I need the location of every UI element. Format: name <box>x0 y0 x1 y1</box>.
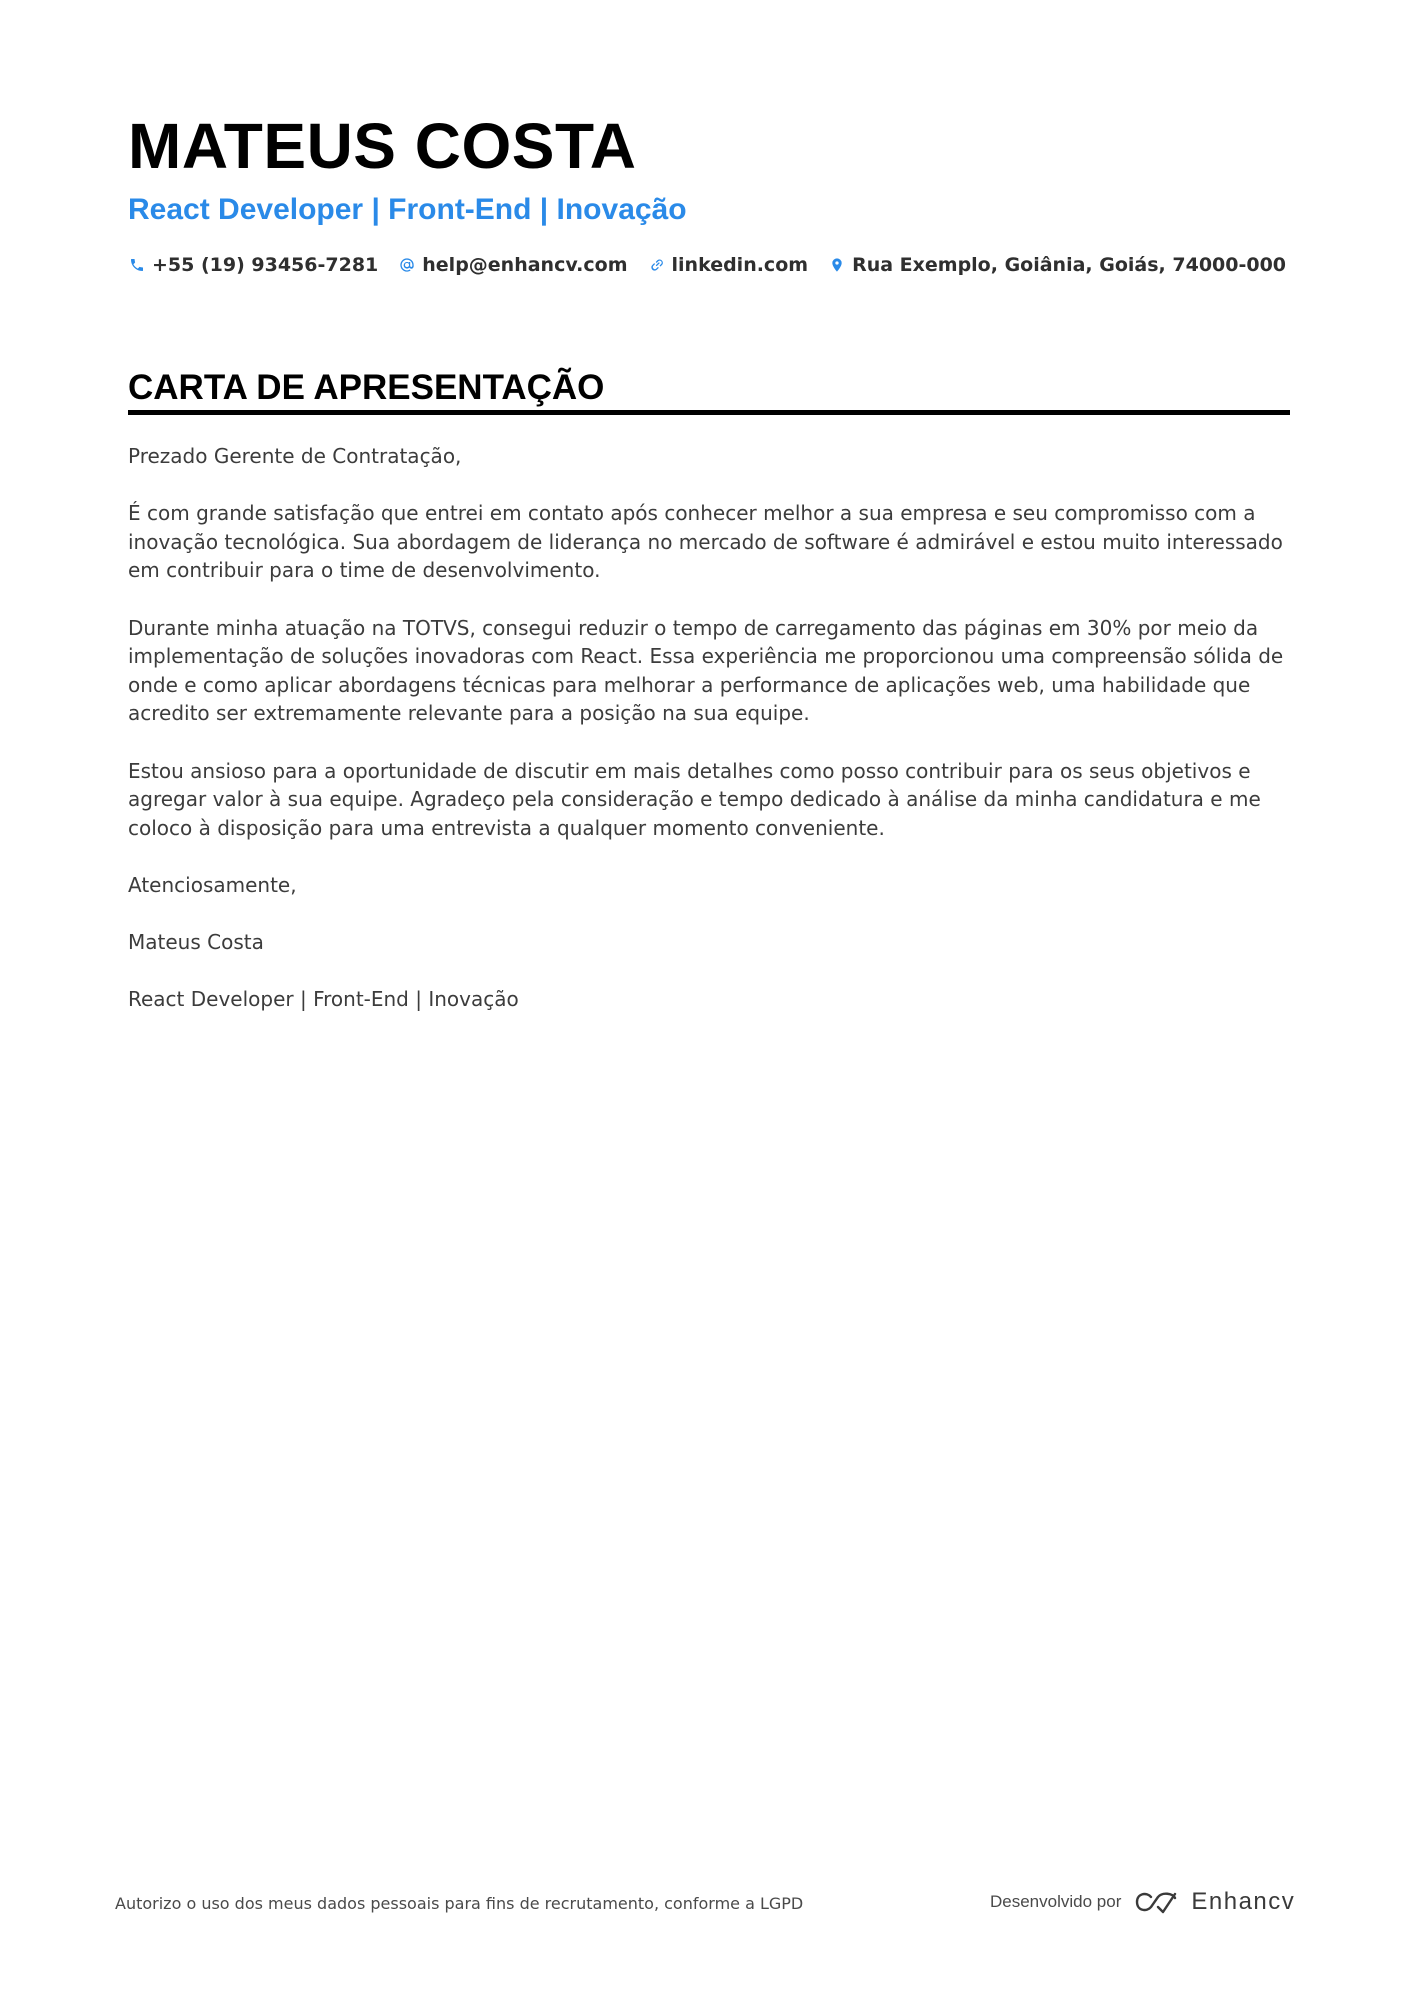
phone-icon <box>128 256 146 274</box>
letter-paragraph-2: Durante minha atuação na TOTVS, consegui reduzir o tempo de carregamento das páginas em 30% por meio da implementação de soluções inovadoras com React. Essa experiência me proporcionou uma compreensão sólida de onde e como aplicar abordagens técnicas para melhorar a performance de aplicações web, uma habilidade que acredito ser extremamente relevante para a posição na sua equipe. <box>128 615 1284 726</box>
contact-phone[interactable] <box>128 254 378 276</box>
contact-email-text: help@enhancv.com <box>422 254 628 276</box>
powered-by-label: Desenvolvido por <box>990 1892 1122 1911</box>
letter-body <box>128 442 1290 1042</box>
contact-linkedin-text: linkedin.com <box>671 254 809 276</box>
powered-by-badge[interactable] <box>990 1888 1295 1916</box>
enhancv-logo-text: Enhancv <box>1191 1888 1296 1915</box>
candidate-name: MATEUS COSTA <box>128 110 637 182</box>
contact-phone-text: +55 (19) 93456-7281 <box>152 254 379 276</box>
letter-closing: Atenciosamente, <box>128 872 297 897</box>
letter-signature-name: Mateus Costa <box>128 930 264 955</box>
candidate-headline: React Developer | Front-End | Inovação <box>128 193 687 226</box>
contact-address-text: Rua Exemplo, Goiânia, Goiás, 74000-000 <box>852 254 1287 276</box>
consent-note: Autorizo o uso dos meus dados pessoais para fins de recrutamento, conforme a LGPD <box>115 1894 804 1913</box>
at-icon <box>398 256 416 274</box>
letter-signature-title: React Developer | Front-End | Inovação <box>128 987 519 1012</box>
section-title: CARTA DE APRESENTAÇÃO <box>128 368 605 407</box>
letter-paragraph-1: É com grande satisfação que entrei em contato após conhecer melhor a sua empresa e seu compromisso com a inovação tecnológica. Sua abordagem de liderança no mercado de software é admirável e estou muito interessado em contribuir para o time de desenvolvimento. <box>128 501 1283 583</box>
enhancv-logo-icon <box>1133 1888 1179 1916</box>
contact-linkedin[interactable] <box>648 254 809 276</box>
contact-email[interactable] <box>398 254 627 276</box>
link-icon <box>648 256 666 274</box>
section-divider <box>128 410 1290 415</box>
letter-greeting: Prezado Gerente de Contratação, <box>128 444 462 468</box>
location-pin-icon <box>828 256 846 274</box>
letter-paragraph-3: Estou ansioso para a oportunidade de discutir em mais detalhes como posso contribuir para os seus objetivos e agregar valor à sua equipe. Agradeço pela consideração e tempo dedicado à análise da minha candidatura e me coloco à disposição para uma entrevista a qualquer momento conveniente. <box>128 758 1261 840</box>
contact-bar <box>128 254 1306 276</box>
contact-address <box>828 254 1286 276</box>
